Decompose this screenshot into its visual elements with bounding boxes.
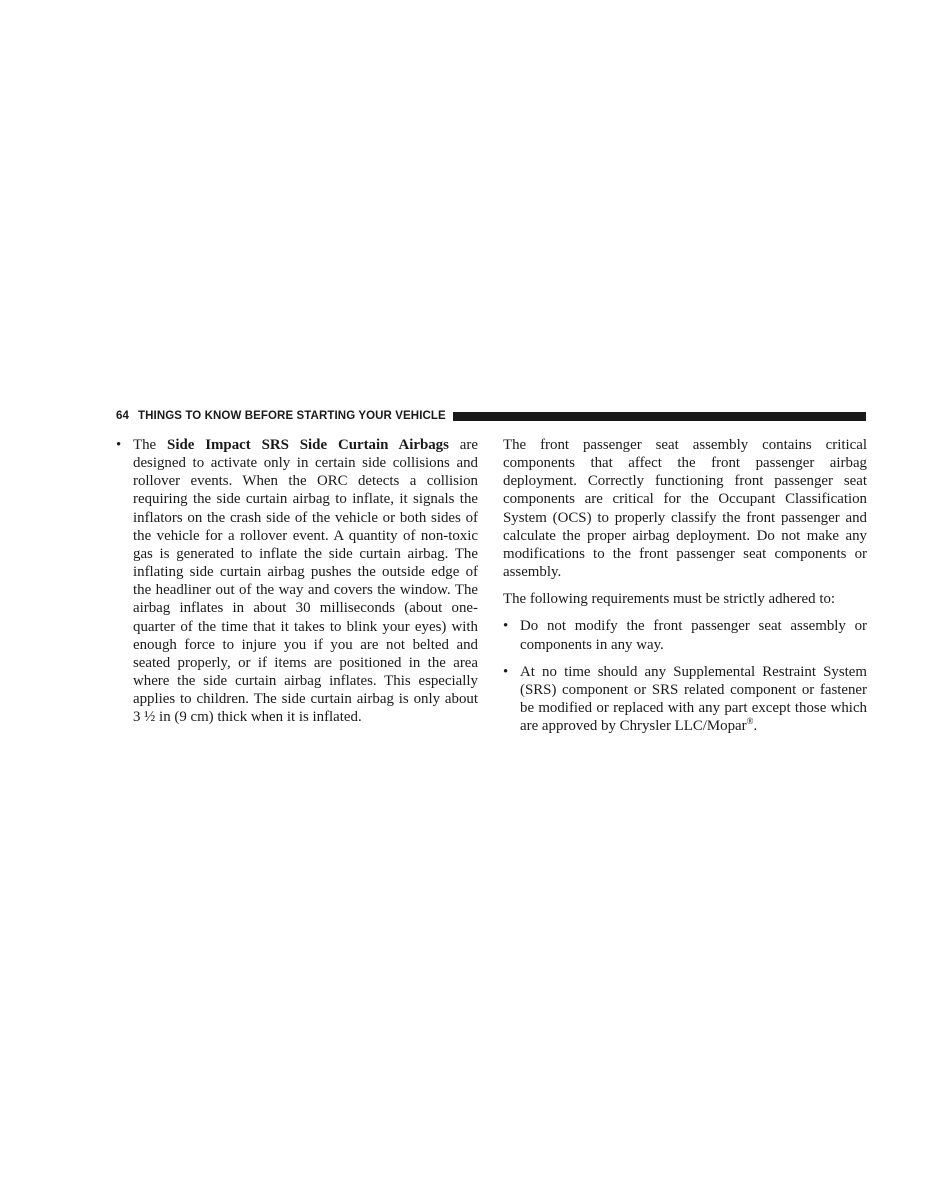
seat-assembly-paragraph: The front passenger seat assembly contains critical components that affect the front passenger airbag deployment. Correctly functioning front passenger seat components are critical for the Occupant Classification System (OCS) to properly classify the front passenger and calculate the proper airbag deployment. Do not make any modifications to the front passenger seat components or assembly. (503, 437, 867, 581)
side-curtain-airbag-bullet (116, 436, 478, 727)
requirement-text: At no time should any Supplemental Restraint System (SRS) component or SRS related component or fastener be modified or replaced with any part except those which are approved by Chrysler LLC/Mopar (520, 663, 867, 735)
requirement-bullet-2 (503, 663, 867, 736)
left-column (116, 436, 478, 736)
bold-term: Side Impact SRS Side Curtain Airbags (167, 437, 449, 453)
bullet-dot: • (116, 437, 122, 453)
right-column (503, 436, 867, 744)
page-header (116, 408, 866, 424)
page-number: 64 (116, 410, 129, 422)
bullet-dot: • (503, 663, 509, 680)
requirement-bullet-1 (503, 617, 867, 653)
section-title: THINGS TO KNOW BEFORE STARTING YOUR VEHICLE (138, 410, 446, 422)
registered-mark: ® (746, 716, 754, 727)
requirements-intro: The following requirements must be strictly adhered to: (503, 591, 836, 608)
header-rule (453, 412, 866, 421)
bullet-dot: • (503, 618, 509, 635)
bullet-body: are designed to activate only in certain side collisions and rollover events. When the ORC detects a collision requiring the side curtain airbag to inflate, it signals the inflators on the crash side of the vehicle or both sides of the vehicle for a rollover event. A quantity of non-toxic gas is generated to inflate the side curtain airbag. The inflating side curtain airbag pushes the outside edge of the headliner out of the way and covers the window. The airbag inflates in about 30 milliseconds (about one-quarter of the time that it takes to blink your eyes) with enough force to injure you if you are not belted and seated properly, or if items are positioned in the area where the side curtain airbag inflates. This especially applies to children. The side curtain airbag is only about 3 ½ in (9 cm) thick when it is inflated. (133, 437, 478, 726)
requirement-text: Do not modify the front passenger seat assembly or components in any way. (520, 618, 867, 653)
intro-word: The (133, 437, 157, 453)
requirement-end: . (753, 718, 758, 735)
